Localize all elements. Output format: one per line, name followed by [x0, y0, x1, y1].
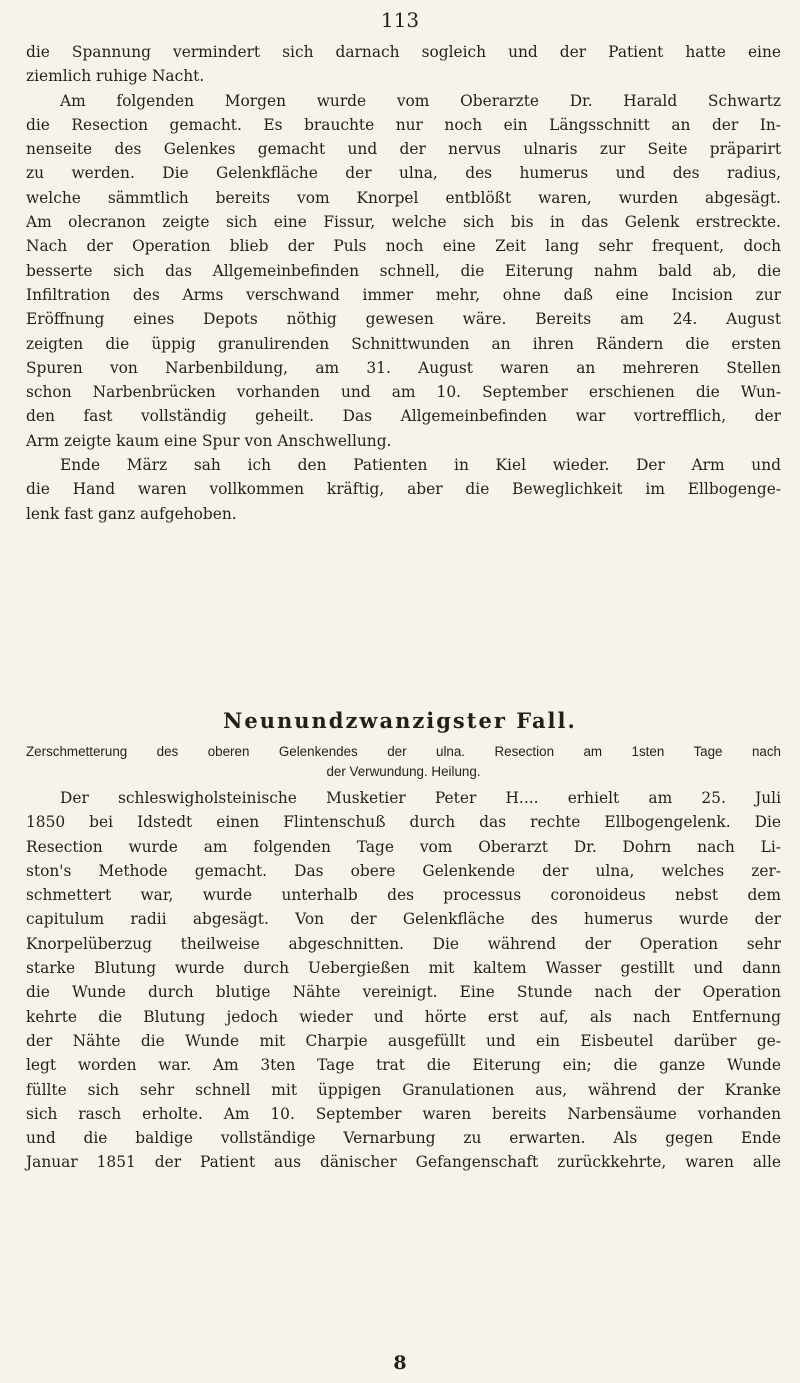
text-line: nenseite des Gelenkes gemacht und der nervus ulnaris zur Seite präparirt	[26, 140, 781, 159]
text-line: den fast vollständig geheilt. Das Allgemeinbefinden war vortrefflich, der	[26, 407, 781, 426]
text-line: lenk fast ganz aufgehoben.	[26, 504, 237, 523]
text-line: ziemlich ruhige Nacht.	[26, 67, 205, 86]
text-line: ston's Methode gemacht. Das obere Gelenkende der ulna, welches zer-	[26, 861, 781, 880]
text-line: sich rasch erholte. Am 10. September waren bereits Narbensäume vorhanden	[26, 1104, 781, 1123]
summary-line: Zerschmetterung des oberen Gelenkendes der ulna. Resection am 1sten Tage nach	[26, 744, 781, 759]
text-line: der Nähte die Wunde mit Charpie ausgefüllt und ein Eisbeutel darüber ge-	[26, 1031, 781, 1050]
summary-line: der Verwundung. Heilung.	[326, 764, 481, 779]
text-line: die Resection gemacht. Es brauchte nur noch ein Längsschnitt an der In-	[26, 115, 781, 134]
text-line: capitulum radii abgesägt. Von der Gelenkfläche des humerus wurde der	[26, 910, 781, 929]
text-line: die Spannung vermindert sich darnach sogleich und der Patient hatte eine	[26, 43, 781, 61]
text-line: kehrte die Blutung jedoch wieder und hörte erst auf, als nach Entfernung	[26, 1007, 781, 1026]
text-line: Januar 1851 der Patient aus dänischer Gefangenschaft zurückkehrte, waren alle	[26, 1153, 781, 1172]
text-line: legt worden war. Am 3ten Tage trat die Eiterung ein; die ganze Wunde	[26, 1056, 781, 1075]
text-line: Spuren von Narbenbildung, am 31. August waren an mehreren Stellen	[26, 358, 781, 377]
body-text-top	[26, 40, 781, 526]
text-line: besserte sich das Allgemeinbefinden schnell, die Eiterung nahm bald ab, die	[26, 261, 781, 280]
case-heading: Neunundzwanzigster Fall.	[223, 708, 577, 733]
text-line: Der schleswigholsteinische Musketier Peter H.... erhielt am 25. Juli	[60, 789, 781, 807]
text-line: die Wunde durch blutige Nähte vereinigt. Eine Stunde nach der Operation	[26, 983, 781, 1002]
text-line: füllte sich sehr schnell mit üppigen Granulationen aus, während der Kranke	[26, 1080, 781, 1099]
text-line: zu werden. Die Gelenkfläche der ulna, des humerus und des radius,	[26, 164, 781, 183]
text-line: Resection wurde am folgenden Tage vom Oberarzt Dr. Dohrn nach Li-	[26, 837, 781, 856]
text-line: Infiltration des Arms verschwand immer mehr, ohne daß eine Incision zur	[26, 285, 781, 304]
text-line: Eröffnung eines Depots nöthig gewesen wäre. Bereits am 24. August	[26, 310, 781, 329]
signature-mark: 8	[393, 1352, 407, 1374]
body-text-bottom	[26, 786, 781, 1175]
text-line: und die baldige vollständige Vernarbung zu erwarten. Als gegen Ende	[26, 1129, 781, 1148]
text-line: die Hand waren vollkommen kräftig, aber die Beweglichkeit im Ellbogenge-	[26, 480, 781, 499]
text-line: starke Blutung wurde durch Uebergießen mit kaltem Wasser gestillt und dann	[26, 959, 781, 978]
text-line: Arm zeigte kaum eine Spur von Anschwellung.	[26, 431, 392, 450]
text-line: Ende März sah ich den Patienten in Kiel wieder. Der Arm und	[60, 456, 781, 475]
text-line: Am olecranon zeigte sich eine Fissur, welche sich bis in das Gelenk erstreckte.	[26, 213, 781, 232]
text-line: zeigten die üppig granulirenden Schnittwunden an ihren Rändern die ersten	[26, 334, 781, 353]
text-line: schon Narbenbrücken vorhanden und am 10. September erschienen die Wun-	[26, 383, 781, 402]
text-line: Nach der Operation blieb der Puls noch eine Zeit lang sehr frequent, doch	[26, 237, 781, 256]
text-line: Knorpelüberzug theilweise abgeschnitten. Die während der Operation sehr	[26, 934, 781, 953]
page-number: 113	[380, 8, 420, 32]
text-line: welche sämmtlich bereits vom Knorpel entblößt waren, wurden abgesägt.	[26, 188, 781, 207]
text-line: Am folgenden Morgen wurde vom Oberarzte Dr. Harald Schwartz	[60, 91, 781, 110]
case-summary	[26, 742, 781, 782]
text-line: 1850 bei Idstedt einen Flintenschuß durch das rechte Ellbogengelenk. Die	[26, 813, 781, 832]
text-line: schmettert war, wurde unterhalb des processus coronoideus nebst dem	[26, 886, 781, 905]
